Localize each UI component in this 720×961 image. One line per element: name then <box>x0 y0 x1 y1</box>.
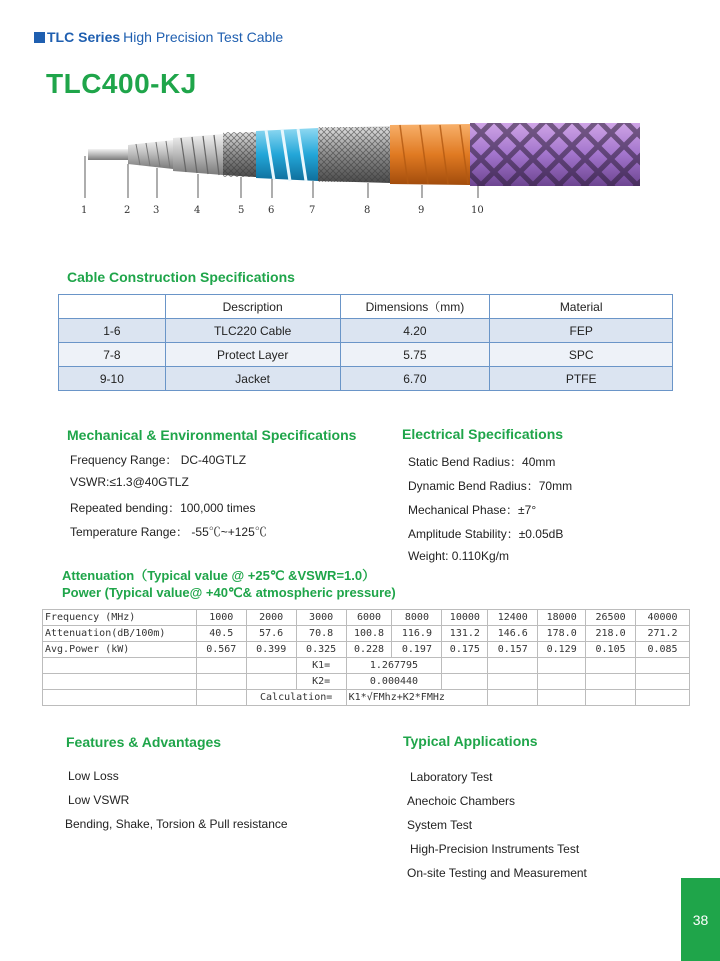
cable-illustration <box>78 120 648 220</box>
construction-table <box>58 294 673 391</box>
power-cell: 0.175 <box>442 642 488 658</box>
table-cell: FEP <box>490 319 673 343</box>
attenuation-table <box>42 609 690 706</box>
table-cell: 6.70 <box>340 367 490 391</box>
freq-cell: 26500 <box>586 610 636 626</box>
table-row <box>59 367 673 391</box>
table-cell: 7-8 <box>59 343 166 367</box>
layer-number: 8 <box>364 205 371 216</box>
layer-number: 9 <box>418 205 425 216</box>
atten-cell: 70.8 <box>296 626 346 642</box>
power-title: Power (Typical value@ +40℃& atmospheric pressure) <box>62 585 396 600</box>
spec-item: Temperature Range： -55℃~+125℃ <box>70 525 267 539</box>
spec-item: Repeated bending：100,000 times <box>70 501 256 515</box>
freq-cell: 12400 <box>488 610 538 626</box>
spec-item: VSWR:≤1.3@40GTLZ <box>70 475 189 489</box>
atten-cell: 178.0 <box>538 626 586 642</box>
feature-item: Low VSWR <box>68 793 130 807</box>
spec-item: Dynamic Bend Radius：70mm <box>408 479 573 493</box>
table-row <box>43 690 690 706</box>
electrical-title: Electrical Specifications <box>402 426 564 442</box>
k2-label: K2= <box>296 674 346 690</box>
model-title: TLC400-KJ <box>46 68 197 99</box>
construction-title: Cable Construction Specifications <box>67 269 295 285</box>
power-cell: 0.399 <box>246 642 296 658</box>
table-row <box>43 642 690 658</box>
layer-number: 7 <box>309 205 316 216</box>
mechanical-title: Mechanical & Environmental Specifications <box>67 427 357 443</box>
table-cell: 1-6 <box>59 319 166 343</box>
spec-item: Mechanical Phase：±7° <box>408 503 537 517</box>
series-header <box>34 29 283 45</box>
atten-cell: 40.5 <box>196 626 246 642</box>
series-name: TLC Series <box>47 29 121 45</box>
table-header-cell: Description <box>165 295 340 319</box>
series-square-icon <box>34 32 45 43</box>
application-item: System Test <box>407 818 473 832</box>
table-cell: Protect Layer <box>165 343 340 367</box>
table-cell: PTFE <box>490 367 673 391</box>
table-row <box>43 658 690 674</box>
page-number: 38 <box>692 912 709 928</box>
table-row <box>43 674 690 690</box>
atten-cell: 131.2 <box>442 626 488 642</box>
power-cell: 0.157 <box>488 642 538 658</box>
freq-cell: 10000 <box>442 610 488 626</box>
table-cell: SPC <box>490 343 673 367</box>
k1-label: K1= <box>296 658 346 674</box>
table-row <box>43 610 690 626</box>
feature-item: Low Loss <box>68 769 119 783</box>
spec-item: Amplitude Stability：±0.05dB <box>408 527 564 541</box>
table-cell: 4.20 <box>340 319 490 343</box>
table-cell: 5.75 <box>340 343 490 367</box>
series-title: High Precision Test Cable <box>123 29 284 45</box>
layer-number: 3 <box>153 205 160 216</box>
k1-value: 1.267795 <box>346 658 442 674</box>
application-item: High-Precision Instruments Test <box>410 842 580 856</box>
spec-item: Weight: 0.110Kg/m <box>408 549 509 563</box>
atten-cell: 146.6 <box>488 626 538 642</box>
table-row <box>59 343 673 367</box>
spec-item: Static Bend Radius：40mm <box>408 455 556 469</box>
layer-number: 2 <box>124 205 131 216</box>
table-header-cell <box>59 295 166 319</box>
application-item: On-site Testing and Measurement <box>407 866 587 880</box>
freq-cell: 6000 <box>346 610 392 626</box>
feature-item: Bending, Shake, Torsion & Pull resistance <box>65 817 288 831</box>
table-row <box>43 626 690 642</box>
table-row <box>59 319 673 343</box>
power-cell: 0.085 <box>636 642 690 658</box>
application-item: Anechoic Chambers <box>407 794 516 808</box>
atten-cell: 100.8 <box>346 626 392 642</box>
power-cell: 0.567 <box>196 642 246 658</box>
row-label: Avg.Power (kW) <box>43 642 197 658</box>
atten-cell: 218.0 <box>586 626 636 642</box>
table-cell: Jacket <box>165 367 340 391</box>
table-header-cell: Material <box>490 295 673 319</box>
freq-cell: 3000 <box>296 610 346 626</box>
row-label: Attenuation(dB/100m) <box>43 626 197 642</box>
power-cell: 0.325 <box>296 642 346 658</box>
layer-number: 4 <box>194 205 201 216</box>
layer-number: 5 <box>238 205 245 216</box>
application-item: Laboratory Test <box>410 770 493 784</box>
freq-cell: 2000 <box>246 610 296 626</box>
spec-item: Frequency Range： DC-40GTLZ <box>70 453 247 467</box>
table-cell: TLC220 Cable <box>165 319 340 343</box>
power-cell: 0.105 <box>586 642 636 658</box>
layer-number: 10 <box>471 205 484 216</box>
row-label: Frequency (MHz) <box>43 610 197 626</box>
power-cell: 0.228 <box>346 642 392 658</box>
calc-formula: K1*√FMhz+K2*FMHz <box>346 690 488 706</box>
atten-cell: 116.9 <box>392 626 442 642</box>
freq-cell: 18000 <box>538 610 586 626</box>
table-cell: 9-10 <box>59 367 166 391</box>
k2-value: 0.000440 <box>346 674 442 690</box>
layer-number: 1 <box>81 205 88 216</box>
freq-cell: 1000 <box>196 610 246 626</box>
power-cell: 0.129 <box>538 642 586 658</box>
applications-title: Typical Applications <box>403 733 538 749</box>
attenuation-title: Attenuation（Typical value @ +25℃ &VSWR=1.0） <box>62 568 376 583</box>
power-cell: 0.197 <box>392 642 442 658</box>
freq-cell: 40000 <box>636 610 690 626</box>
table-header-cell: Dimensions（mm) <box>340 295 490 319</box>
layer-number: 6 <box>268 205 275 216</box>
atten-cell: 57.6 <box>246 626 296 642</box>
atten-cell: 271.2 <box>636 626 690 642</box>
features-title: Features & Advantages <box>66 734 222 750</box>
table-header-row <box>59 295 673 319</box>
calc-label: Calculation= <box>246 690 346 706</box>
freq-cell: 8000 <box>392 610 442 626</box>
